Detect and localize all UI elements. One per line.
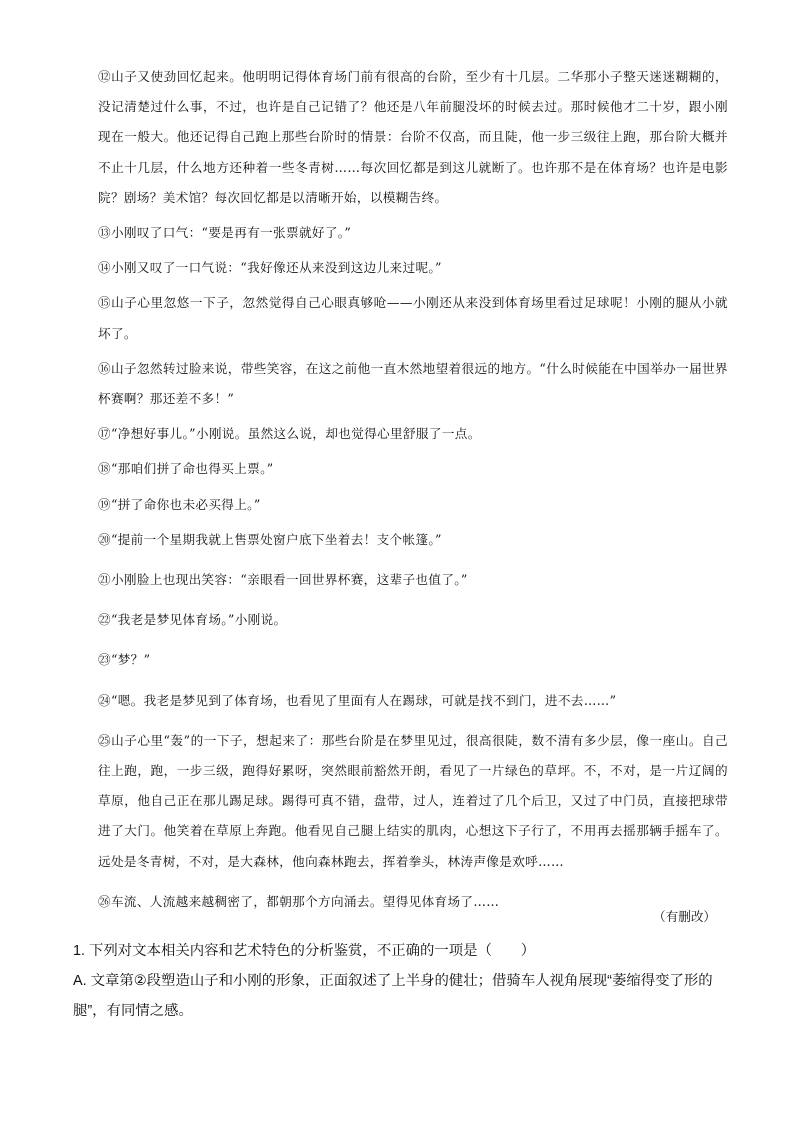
question-stem: 1. 下列对文本相关内容和艺术特色的分析鉴赏，不正确的一项是（ ） (73, 943, 536, 959)
paragraph-22: ㉒“我老是梦见体育场。”小刚说。 (98, 612, 287, 628)
paragraph-21: ㉑小刚脸上也现出笑容：“亲眼看一回世界杯赛，这辈子也值了。” (98, 572, 468, 588)
paragraph-12: ⑫山子又使劲回忆起来。他明明记得体育场门前有很高的台阶，至少有十几层。二华那小子整天迷迷糊糊的，没记清楚过什么事，不过，也许是自己记错了？他还是八年前腿没坏的时候去过。那时候他才二十岁，跟小刚现在一般大。他还记得自己跑上那些台阶时的情景：台阶不仅高，而且陡，他一步三级往上跑，那台阶大概并不止十几层，什么地方还种着一些冬青树……每次回忆都是到这儿就断了。也许那不是在体育场？也许是电影院？剧场？美术馆？每次回忆都是以清晰开始，以模糊告终。 (98, 69, 728, 205)
passage (98, 62, 728, 917)
paragraph-15: ⑮山子心里忽悠一下子，忽然觉得自己心眼真够呛——小刚还从来没到体育场里看过足球呢！小刚的腿从小就坏了。 (98, 295, 728, 341)
paragraph-16: ⑯山子忽然转过脸来说，带些笑容，在这之前他一直木然地望着很远的地方。“什么时候能在中国举办一届世界杯赛啊？那还差不多！” (98, 360, 728, 407)
paragraph-20: ⑳“提前一个星期我就上售票处窗户底下坐着去！支个帐篷。” (98, 531, 442, 547)
paragraph-23: ㉓“梦？” (98, 652, 151, 668)
paragraph-26: ㉖车流、人流越来越稠密了，都朝那个方向涌去。望得见体育场了…… (98, 893, 500, 909)
paragraph-24: ㉔“嗯。我老是梦见到了体育场，也看见了里面有人在踢球，可就是找不到门，进不去……” (98, 692, 617, 708)
paragraph-14: ⑭小刚又叹了一口气说：“我好像还从来没到这边儿来过呢。” (98, 260, 442, 276)
paragraph-17: ⑰“净想好事儿。”小刚说。虽然这么说，却也觉得心里舒服了一点。 (98, 426, 481, 442)
paragraph-25: ㉕山子心里“轰”的一下子，想起来了：那些台阶是在梦里见过，很高很陡，数不清有多少层，像一座山。自己往上跑，跑，一步三级，跑得好累呀，突然眼前豁然开朗，看见了一片绿色的草坪。不，不对，是一片辽阔的草原，他自己正在那儿踢足球。踢得可真不错，盘带，过人，连着过了几个后卫，又过了中门员，直接把球带进了大门。他笑着在草原上奔跑。他看见自己腿上结实的肌肉，心想这下子行了，不用再去摇那辆手摇车了。远处是冬青树，不对，是大森林，他向森林跑去，挥着拳头，林涛声像是欢呼…… (98, 732, 728, 869)
option-a: A. 文章第②段塑造山子和小刚的形象，正面叙述了上半身的健壮；借骑车人视角展现“萎缩得变了形的腿”，有同情之感。 (73, 973, 713, 1019)
abridged-note: （有删改） (653, 909, 716, 924)
paragraph-13: ⑬小刚叹了口气：“要是再有一张票就好了。” (98, 225, 352, 241)
paragraph-19: ⑲“拼了命你也未必买得上。” (98, 496, 261, 512)
paragraph-18: ⑱“那咱们拼了命也得买上票。” (98, 461, 274, 477)
question-1 (73, 936, 723, 1026)
